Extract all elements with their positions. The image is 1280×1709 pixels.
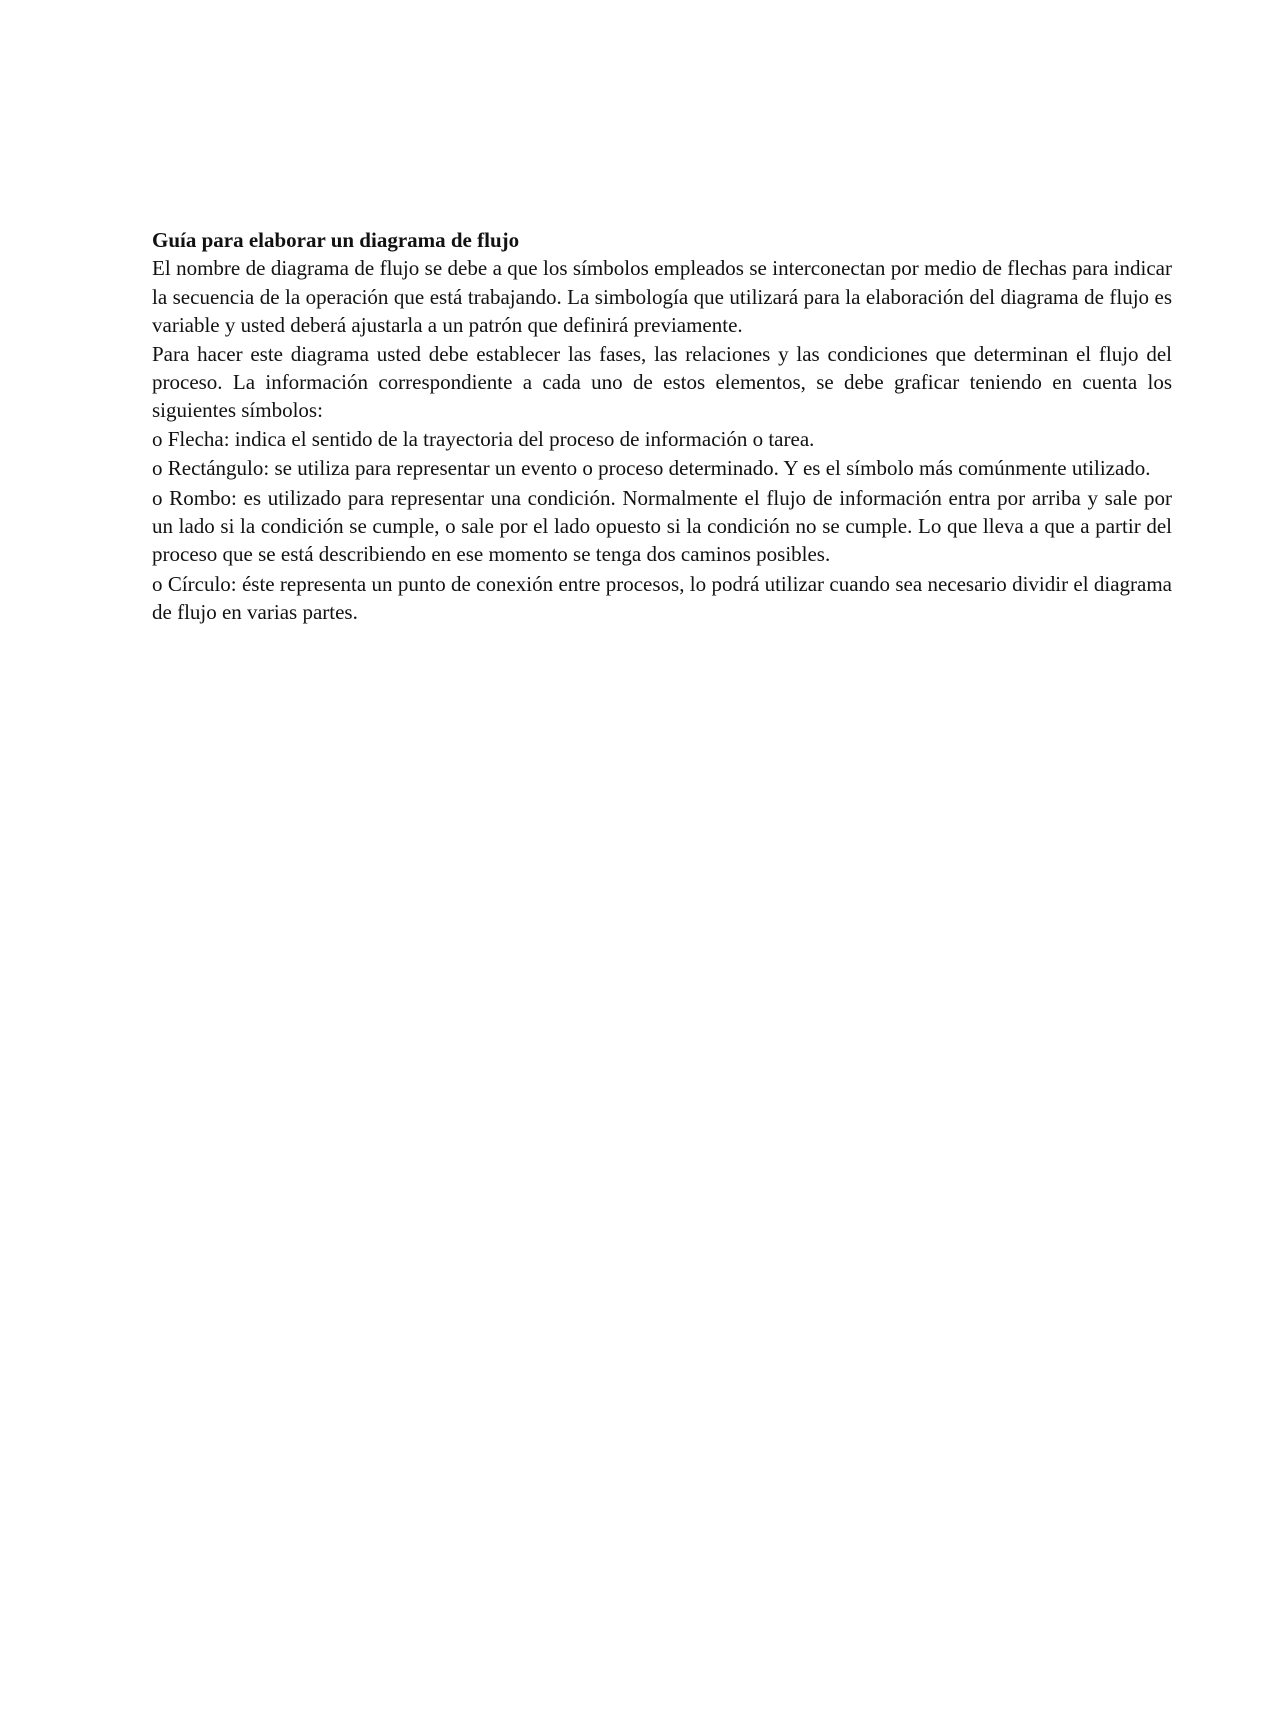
paragraph-phases: Para hacer este diagrama usted debe establecer las fases, las relaciones y las condiciones que determinan el flujo del proceso. La información correspondiente a cada uno de estos elementos, se debe graficar teniendo en cuenta los siguientes símbolos: xyxy=(152,341,1172,423)
document-body xyxy=(152,226,1172,627)
document-title: Guía para elaborar un diagrama de flujo xyxy=(152,228,520,252)
bullet-flecha: o Flecha: indica el sentido de la trayectoria del proceso de información o tarea. xyxy=(152,426,815,451)
bullet-circulo: o Círculo: éste representa un punto de conexión entre procesos, lo podrá utilizar cuando sea necesario dividir el diagrama de flujo en varias partes. xyxy=(152,571,1172,625)
bullet-rombo: o Rombo: es utilizado para representar una condición. Normalmente el flujo de información entra por arriba y sale por un lado si la condición se cumple, o sale por el lado opuesto si la condición no se cumple. Lo que lleva a que a partir del proceso que se está describiendo en ese momento se tenga dos caminos posibles. xyxy=(152,485,1172,567)
paragraph-intro: El nombre de diagrama de flujo se debe a que los símbolos empleados se interconectan por medio de flechas para indicar la secuencia de la operación que está trabajando. La simbología que utilizará para la elaboración del diagrama de flujo es variable y usted deberá ajustarla a un patrón que definirá previamente. xyxy=(152,256,1172,338)
bullet-rectangulo: o Rectángulo: se utiliza para representar un evento o proceso determinado. Y es el símbolo más comúnmente utilizado. xyxy=(152,456,1151,481)
